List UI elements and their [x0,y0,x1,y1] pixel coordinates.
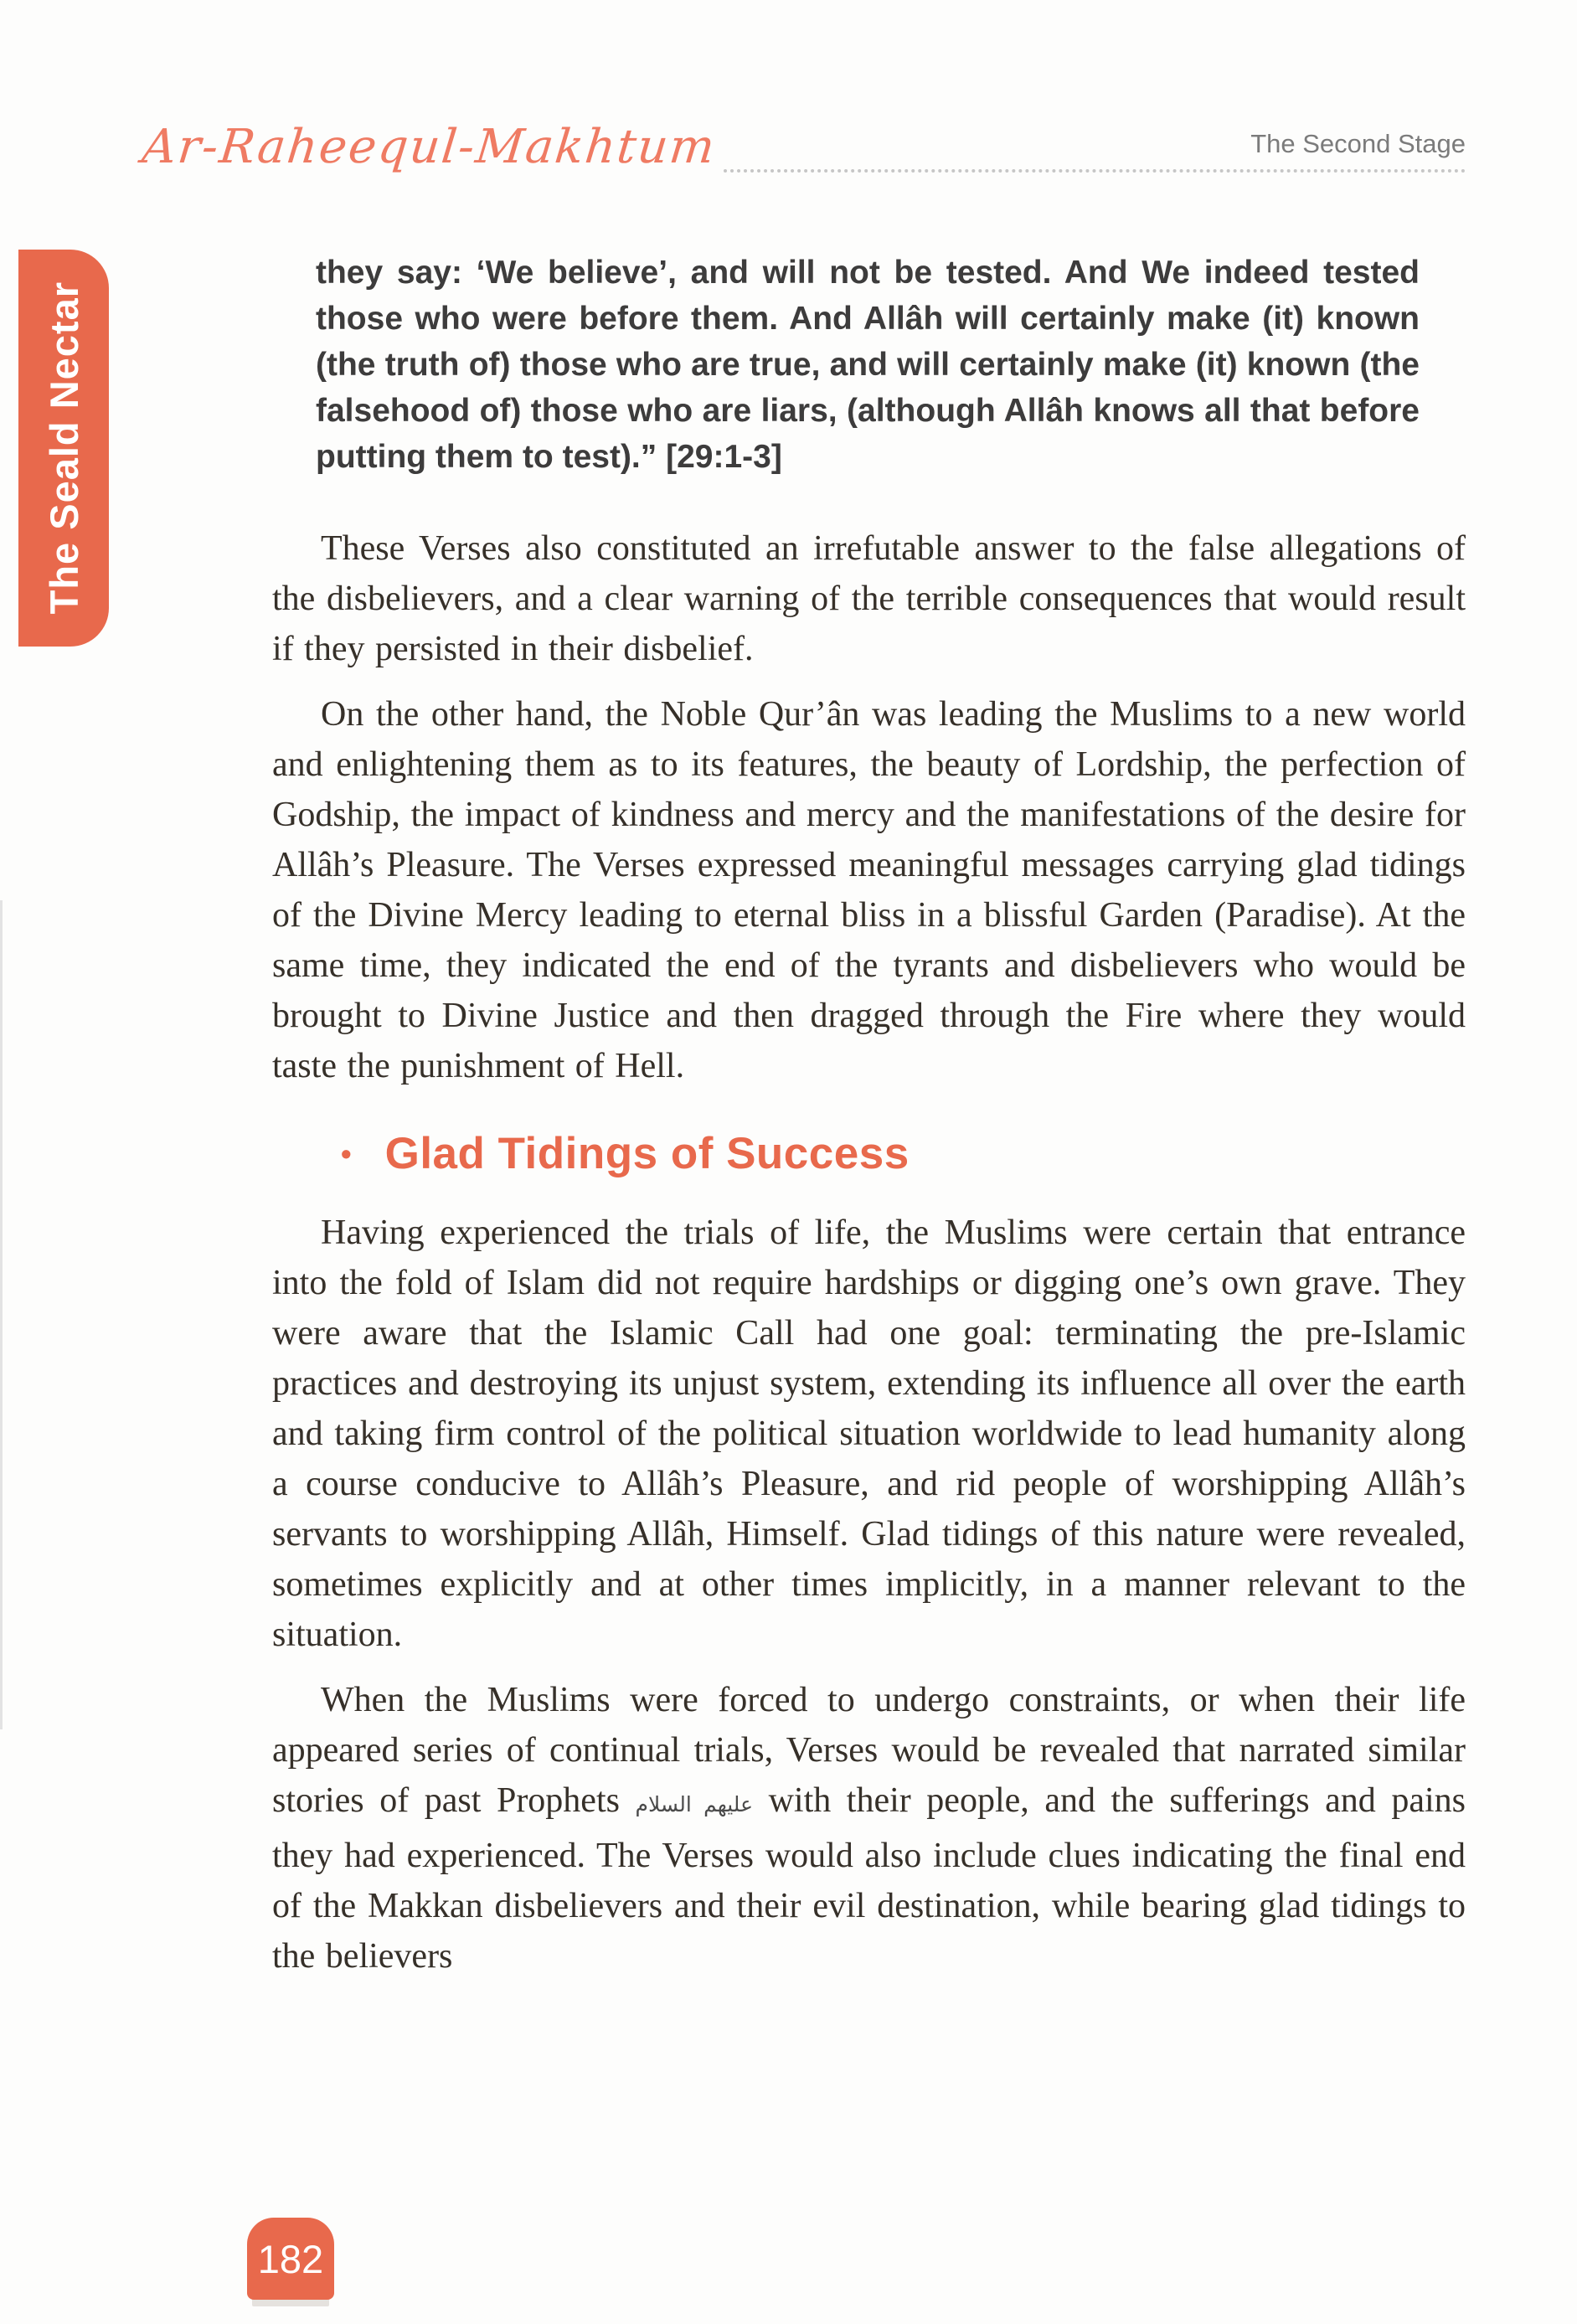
paragraph-text-after-honorific: with their people, and the sufferings and pains they had experienced. The Verses would also include clues indicating the final end of the Makkan disbelievers and their evil destination, while bearing glad tidings to the believers [272,1781,1466,1976]
paragraph-prophets-stories [272,1675,1466,1981]
page-content [272,250,1466,1981]
bullet-icon: • [341,1136,352,1171]
paragraph-noble-quran: On the other hand, the Noble Qur’ân was leading the Muslims to a new world and enlightening them as to its features, the beauty of Lordship, the perfection of Godship, the impact of kindness and mercy and the manifestations of the desire for Allâh’s Pleasure. The Verses expressed meaningful messages carrying glad tidings of the Divine Mercy leading to eternal bliss in a blissful Garden (Paradise). At the same time, they indicated the end of the tyrants and disbelievers who would be brought to Divine Justice and then dragged through the Fire where they would taste the punishment of Hell. [272,695,1466,1085]
paragraph-verses-answer: These Verses also constituted an irrefutable answer to the false allegations of the disbelievers, and a clear warning of the terrible consequences that would result if they persisted in their disbelief. [272,529,1466,668]
sidebar-tab-label: The Seald Nectar [41,281,86,615]
paragraph-text-before-honorific: When the Muslims were forced to undergo constraints, or when their life appeared series of continual trials, Verses would be revealed that narrated similar stories of past Prophets [272,1681,1466,1820]
sidebar-tab [18,250,109,647]
header-dotted-rule [724,129,1466,173]
section-heading-text: Glad Tidings of Success [384,1129,910,1178]
page-number: 182 [257,2236,324,2281]
stage-label: The Second Stage [1250,129,1466,158]
scan-artifact-line [0,900,3,1729]
book-title-script: Ar-Raheequl-Makhtum [139,120,719,174]
quran-quote: they say: ‘We believe’, and will not be tested. And We indeed tested those who were before them. And Allâh will certainly make (it) known (the truth of) those who are true, and will certainly make (it) known (the falsehood of) those who are liars, (although Allâh knows all that before putting them to test).” [29:1-3] [316,255,1420,475]
page-header [139,120,1466,174]
page-number-badge [247,2218,334,2300]
paragraph-glad-tidings: Having experienced the trials of life, the Muslims were certain that entrance into the fold of Islam did not require hardships or digging one’s own grave. They were aware that the Islamic Call had one goal: terminating the pre-Islamic practices and destroying its unjust system, extending its influence all over the earth and taking firm control of the political situation worldwide to lead humanity along a course conducive to Allâh’s Pleasure, and rid people of worshipping Allâh’s servants to worshipping Allâh, Himself. Glad tidings of this nature were revealed, sometimes explicitly and at other times implicitly, in a manner relevant to the situation. [272,1214,1466,1654]
arabic-honorific-glyph: عليهم السلام [635,1794,753,1816]
section-heading [341,1131,1466,1176]
